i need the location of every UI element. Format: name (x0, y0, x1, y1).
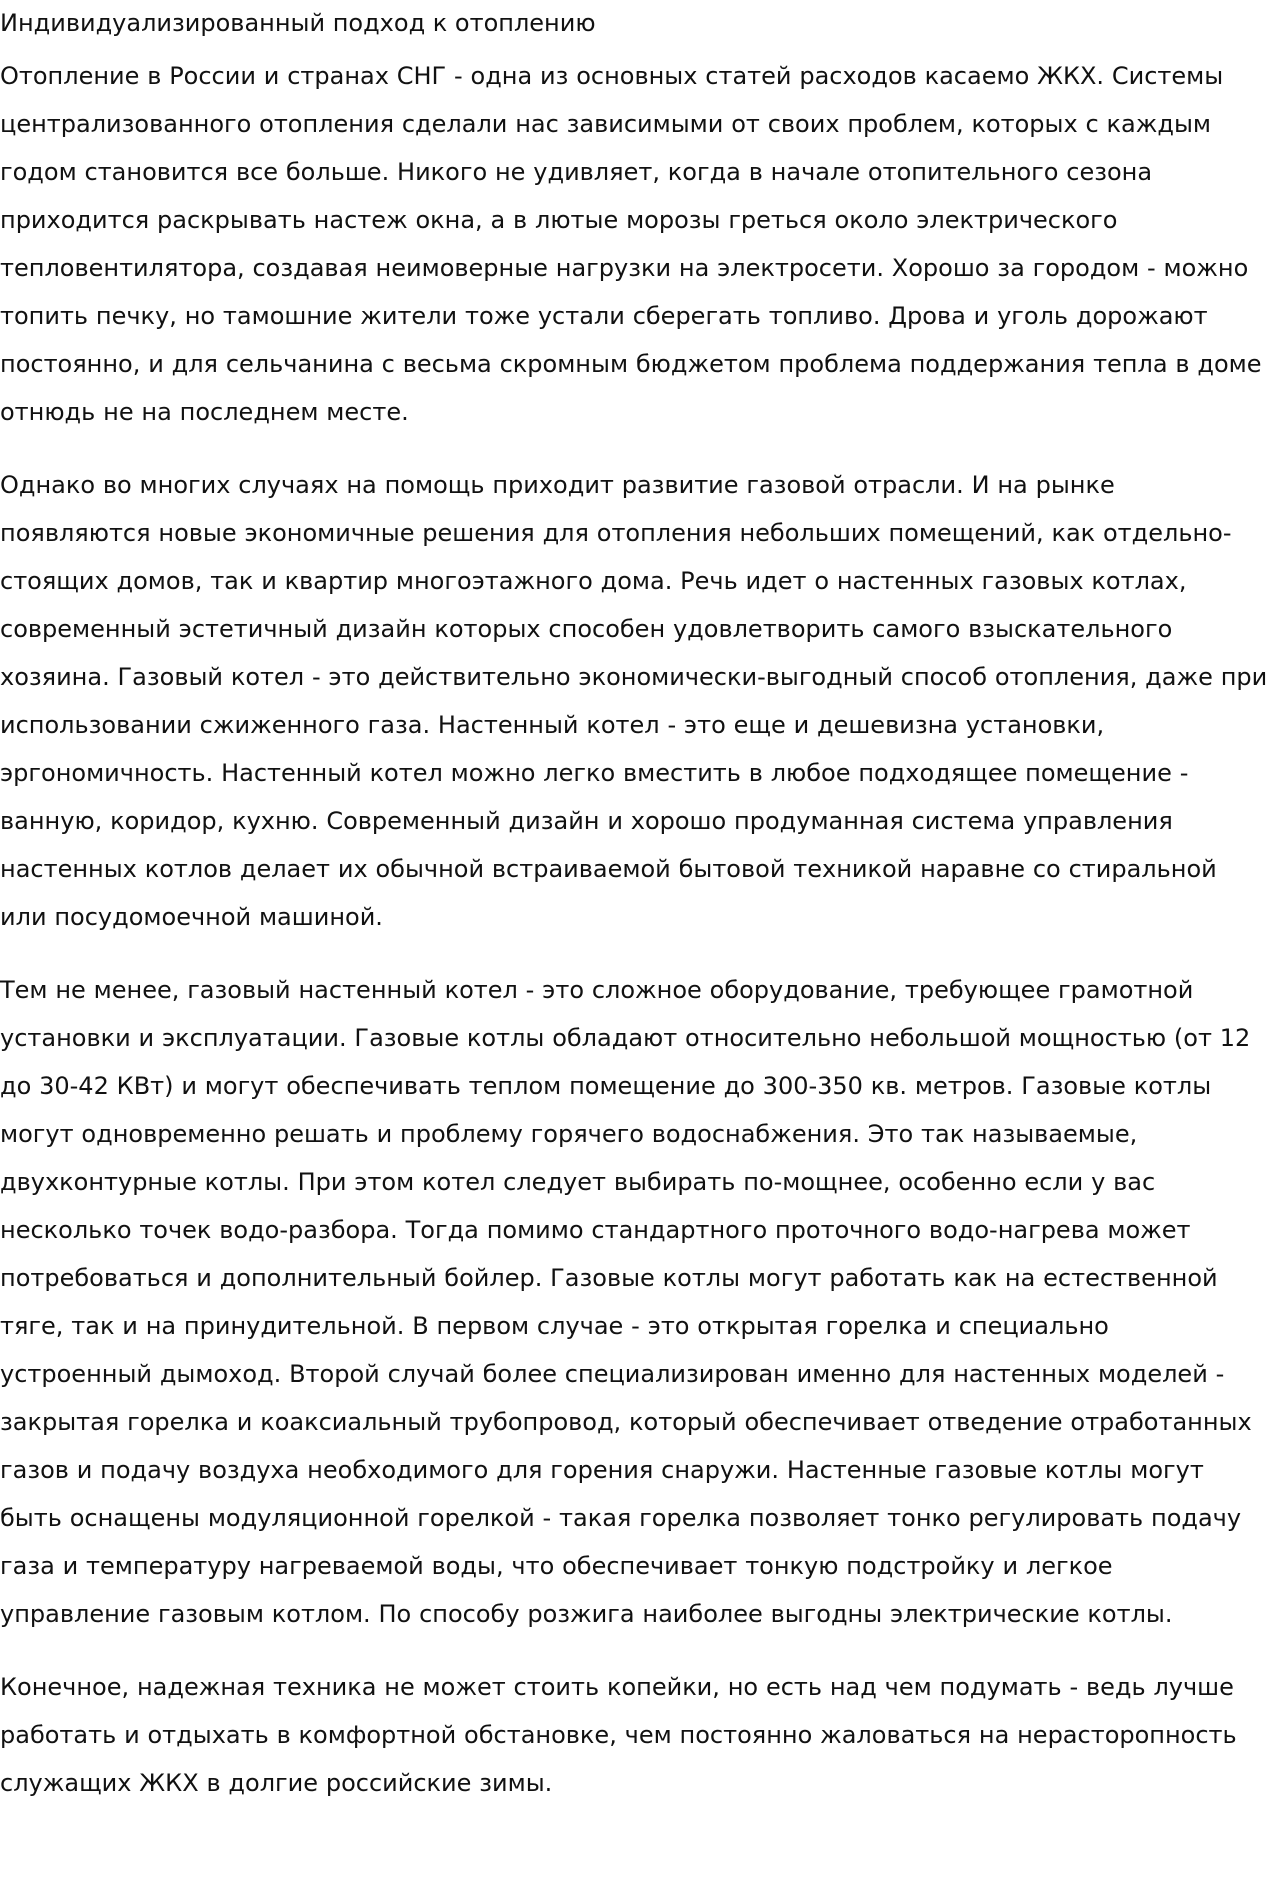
article-title: Индивидуализированный подход к отоплению (0, 9, 596, 37)
paragraph-2: Однако во многих случаях на помощь приходит развитие газовой отрасли. И на рынке появляются новые экономичные решения для отопления небольших помещений, как отдельно-стоящих домов, так и квартир многоэтажного дома. Речь идет о настенных газовых котлах, современный эстетичный дизайн которых способен удовлетворить самого взыскательного хозяина. Газовый котел - это действительно экономически-выгодный способ отопления, даже при использовании сжиженного газа. Настенный котел - это еще и дешевизна установки, эргономичность. Настенный котел можно легко вместить в любое подходящее помещение - ванную, коридор, кухню. Современный дизайн и хорошо продуманная система управления настенных котлов делает их обычной встраиваемой бытовой техникой наравне со стиральной или посудомоечной машиной. (0, 471, 1268, 931)
paragraph-1: Отопление в России и странах СНГ - одна из основных статей расходов касаемо ЖКХ. Системы централизованного отопления сделали нас зависимыми от своих проблем, которых с каждым годом становится все больше. Никого не удивляет, когда в начале отопительного сезона приходится раскрывать настеж окна, а в лютые морозы греться около электрического тепловентилятора, создавая неимоверные нагрузки на электросети. Хорошо за городом - можно топить печку, но тамошние жители тоже устали сберегать топливо. Дрова и уголь дорожают постоянно, и для сельчанина с весьма скромным бюджетом проблема поддержания тепла в доме отнюдь не на последнем месте. (0, 62, 1262, 426)
paragraph-4: Конечное, надежная техника не может стоить копейки, но есть над чем подумать - ведь лучше работать и отдыхать в комфортной обстановке, чем постоянно жаловаться на нерасторопность служащих ЖКХ в долгие российские зимы. (0, 1673, 1237, 1797)
paragraph-3: Тем не менее, газовый настенный котел - это сложное оборудование, требующее грамотной установки и эксплуатации. Газовые котлы обладают относительно небольшой мощностью (от 12 до 30-42 КВт) и могут обеспечивать теплом помещение до 300-350 кв. метров. Газовые котлы могут одновременно решать и проблему горячего водоснабжения. Это так называемые, двухконтурные котлы. При этом котел следует выбирать по-мощнее, особенно если у вас несколько точек водо-разбора. Тогда помимо стандартного проточного водо-нагрева может потребоваться и дополнительный бойлер. Газовые котлы могут работать как на естественной тяге, так и на принудительной. В первом случае - это открытая горелка и специально устроенный дымоход. Второй случай более специализирован именно для настенных моделей - закрытая горелка и коаксиальный трубопровод, который обеспечивает отведение отработанных газов и подачу воздуха необходимого для горения снаружи. Настенные газовые котлы могут быть оснащены модуляционной горелкой - такая горелка позволяет тонко регулировать подачу газа и температуру нагреваемой воды, что обеспечивает тонкую подстройку и легкое управление газовым котлом. По способу розжига наиболее выгодны электрические котлы. (0, 976, 1252, 1628)
